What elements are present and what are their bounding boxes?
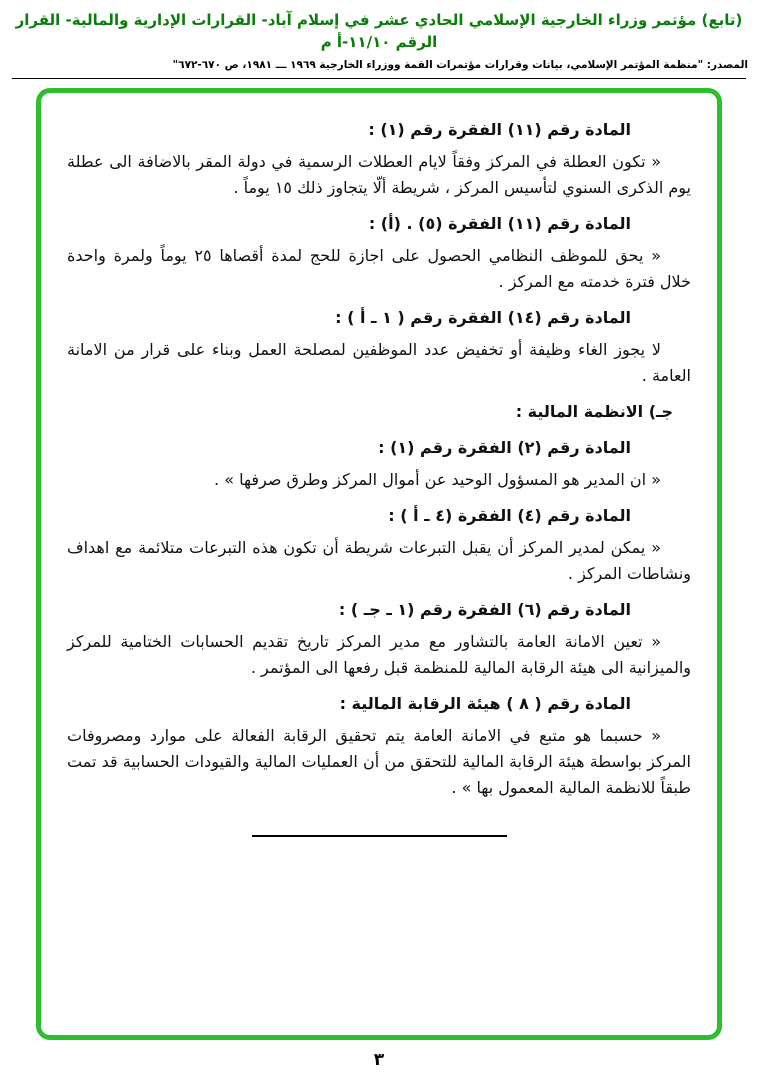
article-paragraph: لا يجوز الغاء وظيفة أو تخفيض عدد الموظفين لمصلحة العمل وبناء على قرار من الامانة العامة .: [67, 340, 691, 385]
content-end-divider: [252, 835, 507, 837]
article-paragraph: « يحق للموظف النظامي الحصول على اجازة للحج لمدة أقصاها ٢٥ يوماً ولمرة واحدة خلال فترة خدمته مع المركز .: [67, 246, 691, 291]
article-paragraph: « ان المدير هو المسؤول الوحيد عن أموال المركز وطرق صرفها » .: [214, 470, 661, 489]
article-heading: المادة رقم (٤) الفقرة (٤ ـ أ ) :: [388, 506, 631, 525]
article-heading: المادة رقم (١٤) الفقرة رقم ( ١ ـ أ ) :: [335, 308, 631, 327]
document-source-line: المصدر: "منظمة المؤتمر الإسلامي، بيانات وقرارات مؤتمرات القمة ووزراء الخارجية ١٩٦٩ ـــ ١٩٨١، ص ٦٧٠-٦٧٢": [172, 58, 748, 71]
article-paragraph: « تعين الامانة العامة بالتشاور مع مدير المركز تاريخ تقديم الحسابات الختامية للمركز والميزانية الى هيئة الرقابة المالية للمنظمة قبل رفعها الى المؤتمر .: [67, 632, 691, 677]
article-heading: المادة رقم (٦) الفقرة رقم (١ ـ جـ ) :: [338, 600, 631, 619]
article-paragraph: « يمكن لمدير المركز أن يقبل التبرعات شريطة أن تكون هذه التبرعات متلائمة مع اهداف ونشاطات المركز .: [67, 538, 691, 583]
article-heading: المادة رقم (٢) الفقرة رقم (١) :: [378, 438, 631, 457]
document-header: [0, 0, 758, 79]
article-paragraph: « حسبما هو متبع في الامانة العامة يتم تحقيق الرقابة الفعالة على موارد ومصروفات المركز بواسطة هيئة الرقابة المالية للتحقق من أن العمليات المالية والقيودات الحسابية قد تمت طبقاً للانظمة المالية المعمول بها » .: [67, 726, 691, 797]
article-heading: المادة رقم (١١) الفقرة (٥) . (أ) :: [368, 214, 631, 233]
article-heading: المادة رقم (١١) الفقرة رقم (١) :: [368, 120, 631, 139]
section-heading: جـ) الانظمة المالية :: [515, 402, 673, 421]
highlight-frame: [36, 88, 722, 1040]
page-number: ٣: [373, 1050, 385, 1070]
article-heading: المادة رقم ( ٨ ) هيئة الرقابة المالية :: [339, 694, 631, 713]
document-title: (تابع) مؤتمر وزراء الخارجية الإسلامي الحادي عشر في إسلام آباد- القرارات الإدارية والمالية- القرار الرقم ١١/١٠-أ م: [15, 11, 743, 51]
header-divider: [12, 78, 746, 79]
article-paragraph: « تكون العطلة في المركز وفقاً لايام العطلات الرسمية في دولة المقر بالاضافة الى عطلة يوم الذكرى السنوي لتأسيس المركز ، شريطة ألّا يتجاوز ذلك ١٥ يوماً .: [67, 152, 691, 197]
